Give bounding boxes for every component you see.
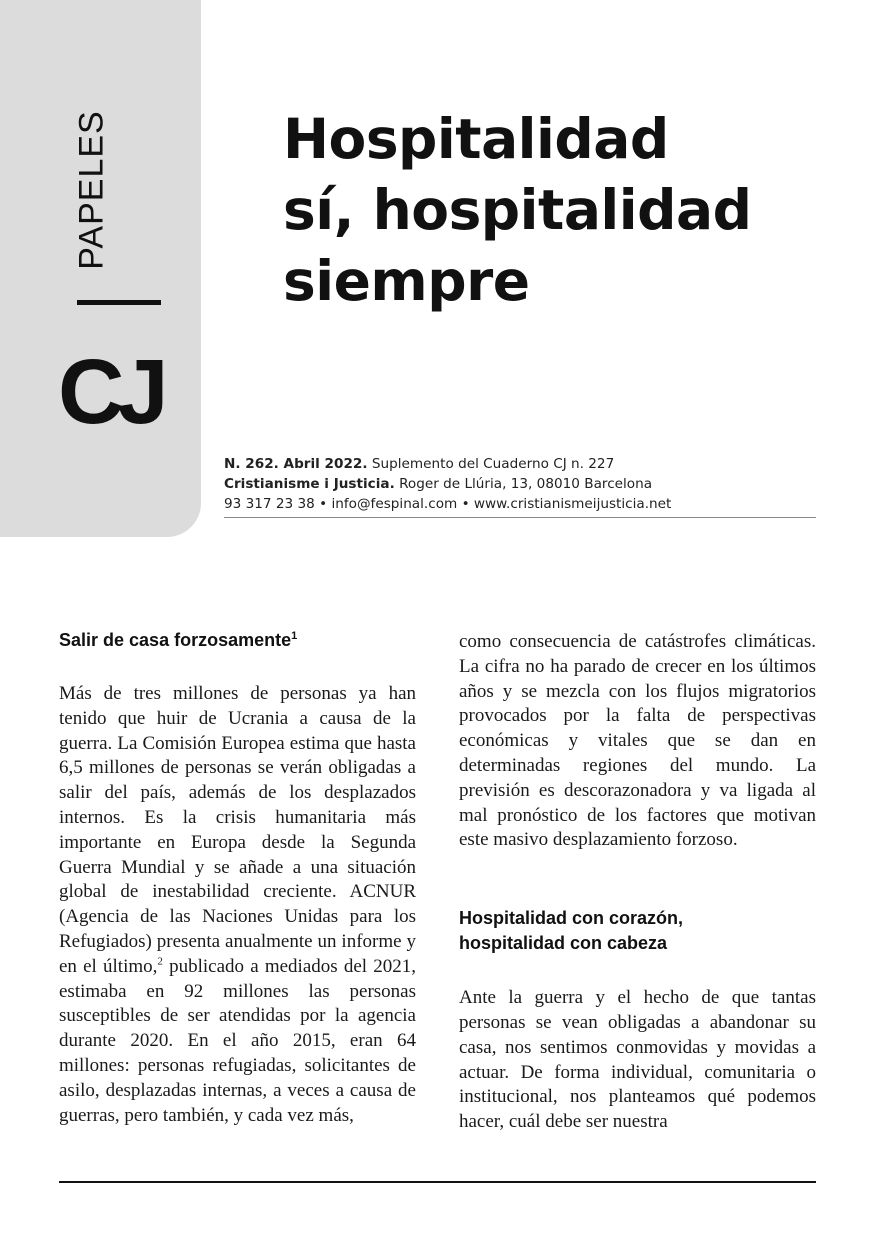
org-line	[224, 474, 816, 494]
section-1-paragraph: Más de tres millones de personas ya han tenido que huir de Ucrania a causa de la guerra. La Comisión Europea estima que hasta 6,5 millones de personas se verán obligadas a salir del país, además de los desplazados internos. Es la crisis humanitaria más importante en Europa desde la Segunda Guerra Mundial y se añade a una situación global de inestabilidad creciente. ACNUR (Agencia de las Naciones Unidas para los Refugiados) presenta anualmente un informe y en el último,$^2$ publicado a mediados del 2021, estimaba en 92 millones las personas susceptibles de ser atendidas por la agencia durante 2020. En el año 2015, eran 64 millones: personas refugiadas, solicitantes de asilo, desplazadas internas, a veces a causa de guerras, pero también, y cada vez más,	[59, 683, 417, 1126]
series-divider	[77, 300, 161, 305]
series-label-text: PAPELES	[72, 110, 111, 270]
publication-info	[224, 454, 816, 514]
issue-line	[224, 454, 816, 474]
org-name: Cristianisme i Justicia.	[224, 476, 395, 492]
supplement-text: Suplemento del Cuaderno CJ n. 227	[367, 456, 615, 472]
column-left	[59, 628, 416, 1128]
footnote-ref-1: 1	[291, 630, 298, 642]
section-heading-1: Salir de casa forzosamente$^1$	[59, 630, 298, 650]
document-title	[283, 104, 843, 317]
header-divider	[224, 517, 816, 518]
title-line-1: Hospitalidad	[283, 107, 669, 171]
title-line-2: sí, hospitalidad	[283, 178, 752, 242]
section-1-continuation: como consecuencia de catástrofes climáticas. La cifra no ha parado de crecer en los últimos años y se mezcla con los flujos migratorios provocados por la falta de perspectivas económicas y vitales que se dan en determinadas regiones del mundo. La previsión es descorazonadora y va ligada al mal pronóstico de los factores que motivan este masivo desplazamiento forzoso.	[459, 631, 816, 851]
column-right	[459, 628, 816, 1135]
footnote-ref-2: 2	[157, 955, 163, 968]
section-heading-2: Hospitalidad con corazón, hospitalidad con cabeza	[459, 908, 684, 954]
org-address: Roger de Llúria, 13, 08010 Barcelona	[394, 476, 653, 492]
contact-line: 93 317 23 38 • info@fespinal.com • www.cristianismeijusticia.net	[224, 496, 672, 512]
side-panel	[0, 0, 201, 537]
cj-logo: CJ	[58, 341, 162, 443]
section-2-paragraph: Ante la guerra y el hecho de que tantas personas se vean obligadas a abandonar su casa, nos sentimos conmovidas y movidas a actuar. De forma individual, comunitaria o institucional, nos planteamos qué podemos hacer, cuál debe ser nuestra	[459, 987, 816, 1133]
issue-number: N. 262. Abril 2022.	[224, 456, 368, 472]
title-line-3: siempre	[283, 249, 530, 313]
footer-divider	[59, 1181, 816, 1183]
